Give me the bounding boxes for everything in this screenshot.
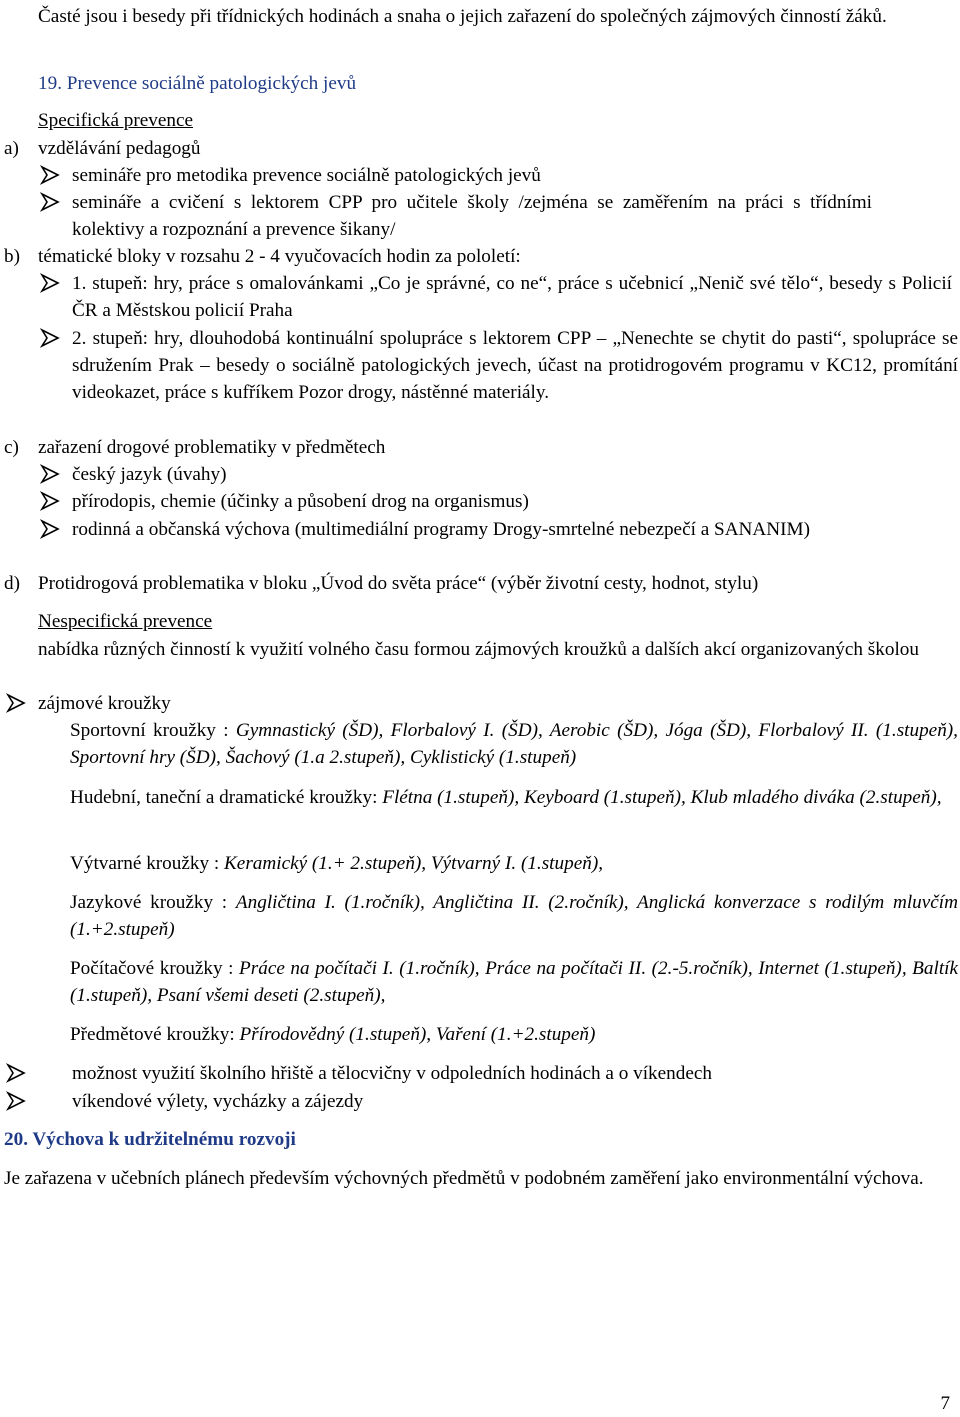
item-c-title: zařazení drogové problematiky v předmětech — [38, 437, 386, 458]
club-label: Jazykové kroužky : — [70, 892, 236, 913]
club-art — [70, 850, 958, 877]
item-b-bullet-1: 1. stupeň: hry, práce s omalovánkami „Co je správné, co ne“, práce s učebnicí „Nenič své tělo“, besedy s Policií ČR a Městskou policií Praha — [72, 273, 952, 321]
bullet-arrow-icon — [40, 491, 62, 513]
bullet-arrow-icon — [6, 1063, 28, 1085]
bullet-arrow-icon — [40, 165, 62, 187]
item-c-bullet-2: přírodopis, chemie (účinky a působení drog na organismus) — [72, 491, 529, 512]
item-c-mark: c) — [4, 437, 19, 458]
club-label: Počítačové kroužky : — [70, 958, 240, 979]
section-20-body: Je zařazena v učebních plánech především výchovných předmětů v podobném zaměření jako environmentální výchova. — [4, 1168, 924, 1189]
item-c-bullet-1: český jazyk (úvahy) — [72, 464, 227, 485]
bullet-arrow-icon — [40, 192, 62, 214]
bullet-arrow-icon — [6, 693, 28, 715]
section-19-heading: 19. Prevence sociálně patologických jevů — [38, 73, 357, 94]
club-music — [70, 784, 958, 811]
club-list: Angličtina I. (1.ročník), Angličtina II. (2.ročník), Anglická konverzace s rodilým mluvčím (1.+2.stupeň) — [70, 892, 958, 940]
bullet-arrow-icon — [40, 519, 62, 541]
intro-paragraph — [38, 3, 960, 30]
club-language — [70, 889, 958, 943]
bullet-arrow-icon — [40, 273, 62, 295]
extra-bullet-2: víkendové výlety, vycházky a zájezdy — [72, 1091, 364, 1112]
item-b-bullet-2: 2. stupeň: hry, dlouhodobá kontinuální spolupráce s lektorem CPP – „Nenechte se chytit do pasti“, spolupráce se sdružením Prak – besedy o sociálně patologických jevech, účast na protidrogovém programu v KC12, promítání videokazet, práce s kufříkem Pozor drogy, nástěnné materiály. — [72, 328, 958, 403]
item-a-bullet-1: semináře pro metodika prevence sociálně patologických jevů — [72, 165, 541, 186]
club-list: Flétna (1.stupeň), Keyboard (1.stupeň), Klub mladého diváka (2.stupeň), — [382, 787, 942, 808]
item-b-mark: b) — [4, 246, 20, 267]
bullet-arrow-icon — [40, 464, 62, 486]
section-20-text — [4, 1165, 958, 1192]
nonspecific-prevention-heading: Nespecifická prevence — [38, 611, 213, 632]
specific-prevention-heading: Specifická prevence — [38, 110, 194, 131]
page-number: 7 — [940, 1393, 950, 1414]
club-label: Hudební, taneční a dramatické kroužky: — [70, 787, 383, 808]
bullet-arrow-icon — [6, 1091, 28, 1113]
club-computer — [70, 955, 958, 1009]
item-a-mark: a) — [4, 138, 19, 159]
item-d-mark: d) — [4, 573, 20, 594]
bullet-arrow-icon — [40, 328, 62, 350]
club-label: Sportovní kroužky : — [70, 720, 236, 741]
section-20-heading: 20. Výchova k udržitelnému rozvoji — [4, 1129, 296, 1150]
club-list: Keramický (1.+ 2.stupeň), Výtvarný I. (1.stupeň), — [224, 853, 603, 874]
item-b-title: tématické bloky v rozsahu 2 - 4 vyučovacích hodin za pololetí: — [38, 246, 521, 267]
club-list: Přírodovědný (1.stupeň), Vaření (1.+2.stupeň) — [239, 1024, 596, 1045]
club-subject — [70, 1021, 958, 1048]
club-list: Gymnastický (ŠD), Florbalový I. (ŠD), Aerobic (ŠD), Jóga (ŠD), Florbalový II. (1.stupeň), Sportovní hry (ŠD), Šachový (1.a 2.stupeň), Cyklistický (1.stupeň) — [70, 720, 958, 768]
intro-text: Časté jsou i besedy při třídnických hodinách a snaha o jejich zařazení do společných zájmových činností žáků. — [38, 6, 887, 27]
club-list: Práce na počítači I. (1.ročník), Práce na počítači II. (2.-5.ročník), Internet (1.stupeň), Baltík (1.stupeň), Psaní všemi deseti (2.stupeň), — [70, 958, 958, 1006]
club-label: Výtvarné kroužky : — [70, 853, 224, 874]
leisure-offer-text: nabídka různých činností k využití volného času formou zájmových kroužků a dalších akcí organizovaných školou — [38, 639, 919, 660]
extra-bullet-1: možnost využití školního hřiště a tělocvičny v odpoledních hodinách a o víkendech — [72, 1063, 712, 1084]
clubs-title: zájmové kroužky — [38, 693, 171, 714]
item-a-bullet-2: semináře a cvičení s lektorem CPP pro učitele školy /zejména se zaměřením na práci s třídními kolektivy a rozpoznání a prevence šikany/ — [72, 192, 872, 240]
item-a-title: vzdělávání pedagogů — [38, 138, 201, 159]
item-c-bullet-3: rodinná a občanská výchova (multimediální programy Drogy-smrtelné nebezpečí a SANANIM) — [72, 519, 810, 540]
club-label: Předmětové kroužky: — [70, 1024, 240, 1045]
club-sport — [70, 717, 958, 771]
item-d-title: Protidrogová problematika v bloku „Úvod do světa práce“ (výběr životní cesty, hodnot, stylu) — [38, 573, 759, 594]
